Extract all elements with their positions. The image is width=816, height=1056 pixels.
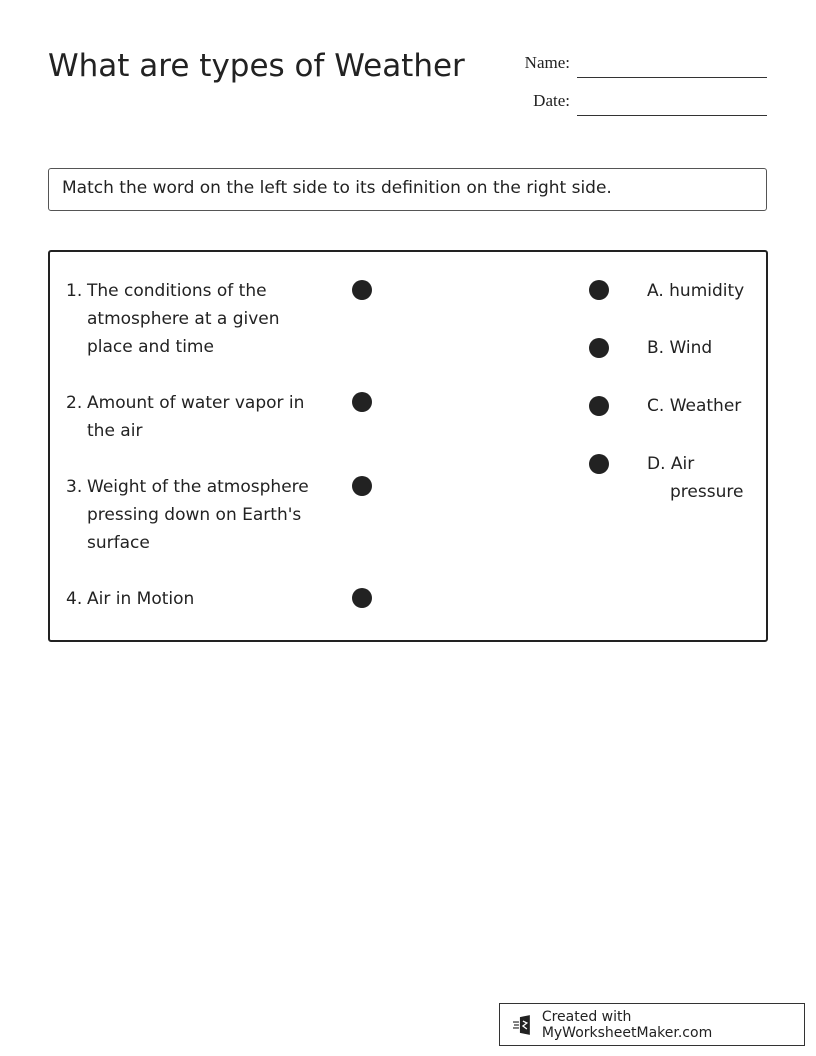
question-3-dot[interactable] — [352, 476, 372, 496]
answer-text: Weather — [669, 396, 742, 416]
question-number: 2. — [66, 393, 83, 413]
answer-c-dot[interactable] — [589, 396, 609, 416]
answer-letter: C. — [647, 396, 665, 416]
answer-text: Air — [670, 454, 695, 474]
question-number: 4. — [66, 589, 83, 609]
worksheet-maker-logo-icon — [512, 1014, 534, 1036]
answer-letter: D. — [647, 454, 666, 474]
answer-b — [647, 334, 712, 362]
footer-badge[interactable] — [499, 1003, 805, 1046]
name-field[interactable] — [577, 77, 767, 78]
answer-b-dot[interactable] — [589, 338, 609, 358]
question-text: Amount of water vapor in the air — [87, 393, 305, 441]
question-4-dot[interactable] — [352, 588, 372, 608]
answer-letter: B. — [647, 338, 665, 358]
answer-letter: A. — [647, 281, 664, 301]
name-label: Name: — [524, 53, 570, 72]
answer-a — [647, 277, 744, 305]
answer-d-dot[interactable] — [589, 454, 609, 474]
footer-text: Created with MyWorksheetMaker.com — [541, 1008, 713, 1041]
question-2-dot[interactable] — [352, 392, 372, 412]
question-number: 3. — [66, 477, 83, 497]
question-text: The conditions of the atmosphere at a given place and time — [87, 281, 280, 357]
answer-a-dot[interactable] — [589, 280, 609, 300]
date-field[interactable] — [577, 115, 767, 116]
answer-text: Wind — [669, 338, 713, 358]
question-text: Weight of the atmosphere pressing down on Earth's surface — [87, 477, 309, 553]
answer-text: humidity — [669, 281, 745, 301]
date-label: Date: — [533, 91, 570, 110]
question-number: 1. — [66, 281, 83, 301]
question-text: Air in Motion — [87, 589, 195, 609]
question-1-dot[interactable] — [352, 280, 372, 300]
answer-c — [647, 392, 741, 420]
instructions: Match the word on the left side to its definition on the right side. — [48, 168, 767, 211]
answer-d-continued: pressure — [670, 482, 744, 502]
page-title: What are types of Weather — [48, 48, 465, 84]
answer-d — [647, 450, 694, 478]
